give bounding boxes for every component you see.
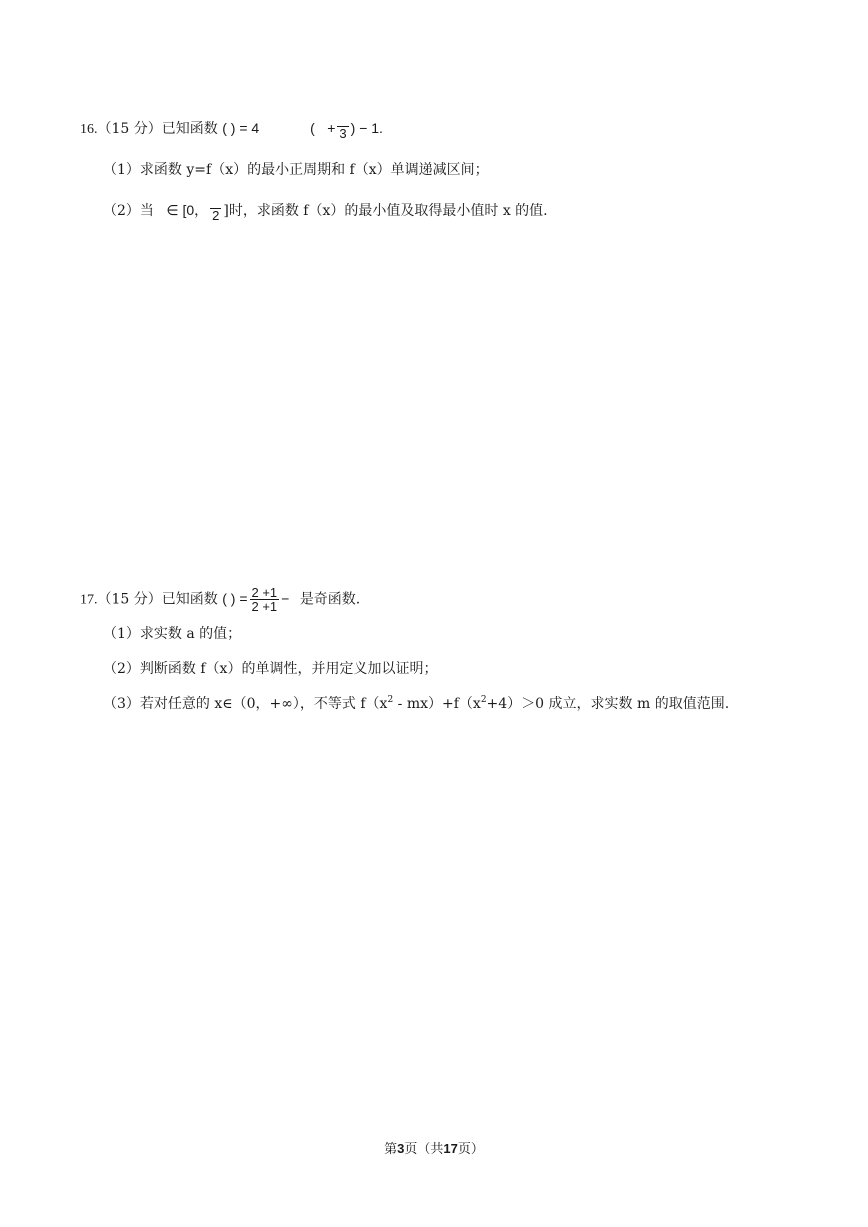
footer-prefix: 第 <box>384 1142 398 1157</box>
interval-fraction <box>210 200 221 222</box>
page-number: 3 <box>397 1141 405 1156</box>
formula-plus: + <box>327 120 336 136</box>
part-label: （1） <box>103 162 140 178</box>
question-16-part-2 <box>103 200 548 222</box>
part-text: 求实数 a 的值； <box>139 626 242 642</box>
total-pages: 17 <box>443 1141 458 1156</box>
part-label: （2） <box>103 661 140 677</box>
part-text-b: - mx）+f（x <box>393 696 481 712</box>
fraction-denominator: 2 <box>212 208 220 223</box>
part-text: 判断函数 f（x）的单调性，并用定义加以证明； <box>139 661 438 677</box>
part-text-c: +4）＞0 成立，求实数 m 的取值范围. <box>486 696 730 712</box>
question-score: （15 分） <box>97 591 162 608</box>
part-text-a: 若对任意的 x∈（0，+∞），不等式 f（x <box>139 696 388 712</box>
part-text-prefix: 当 <box>139 203 154 219</box>
part-text-rest: ]时，求函数 f（x）的最小值及取得最小值时 x 的值. <box>223 203 548 219</box>
part-label: （3） <box>103 696 140 712</box>
formula-lhs: ( ) = <box>222 590 248 607</box>
question-number: 17. <box>80 592 98 608</box>
question-score: （15 分） <box>97 121 162 137</box>
question-17-part-2 <box>103 659 437 679</box>
formula-lhs: ( ) = 4 <box>222 120 260 136</box>
fraction-numerator: 2 +1 <box>251 585 278 600</box>
question-16-stem <box>80 118 383 140</box>
formula-minus: − <box>281 590 290 607</box>
question-17-part-3 <box>103 694 729 714</box>
page-footer <box>0 1138 868 1157</box>
formula-fraction <box>337 118 348 140</box>
question-stem-suffix: 是奇函数. <box>299 591 361 608</box>
part-label: （1） <box>103 626 140 642</box>
formula-fraction <box>250 586 280 613</box>
part-label: （2） <box>103 203 140 219</box>
footer-middle: 页（共 <box>404 1142 444 1157</box>
fraction-denominator: 3 <box>339 126 347 141</box>
question-number: 16. <box>80 122 98 137</box>
exponent: 2 <box>387 695 394 705</box>
interval-start: ∈ [0， <box>166 202 209 218</box>
footer-suffix: 页） <box>457 1142 484 1157</box>
question-16-part-1 <box>103 160 489 180</box>
exponent: 2 <box>480 695 487 705</box>
formula-paren-left: ( <box>310 120 315 136</box>
formula-tail: ) − 1. <box>350 120 383 136</box>
question-17-stem <box>80 586 360 613</box>
question-17-part-1 <box>103 624 241 644</box>
question-stem-prefix: 已知函数 <box>161 591 218 608</box>
question-stem-prefix: 已知函数 <box>161 121 218 137</box>
fraction-denominator: 2 +1 <box>251 599 278 614</box>
part-text: 求函数 y=f（x）的最小正周期和 f（x）单调递减区间； <box>139 162 489 178</box>
